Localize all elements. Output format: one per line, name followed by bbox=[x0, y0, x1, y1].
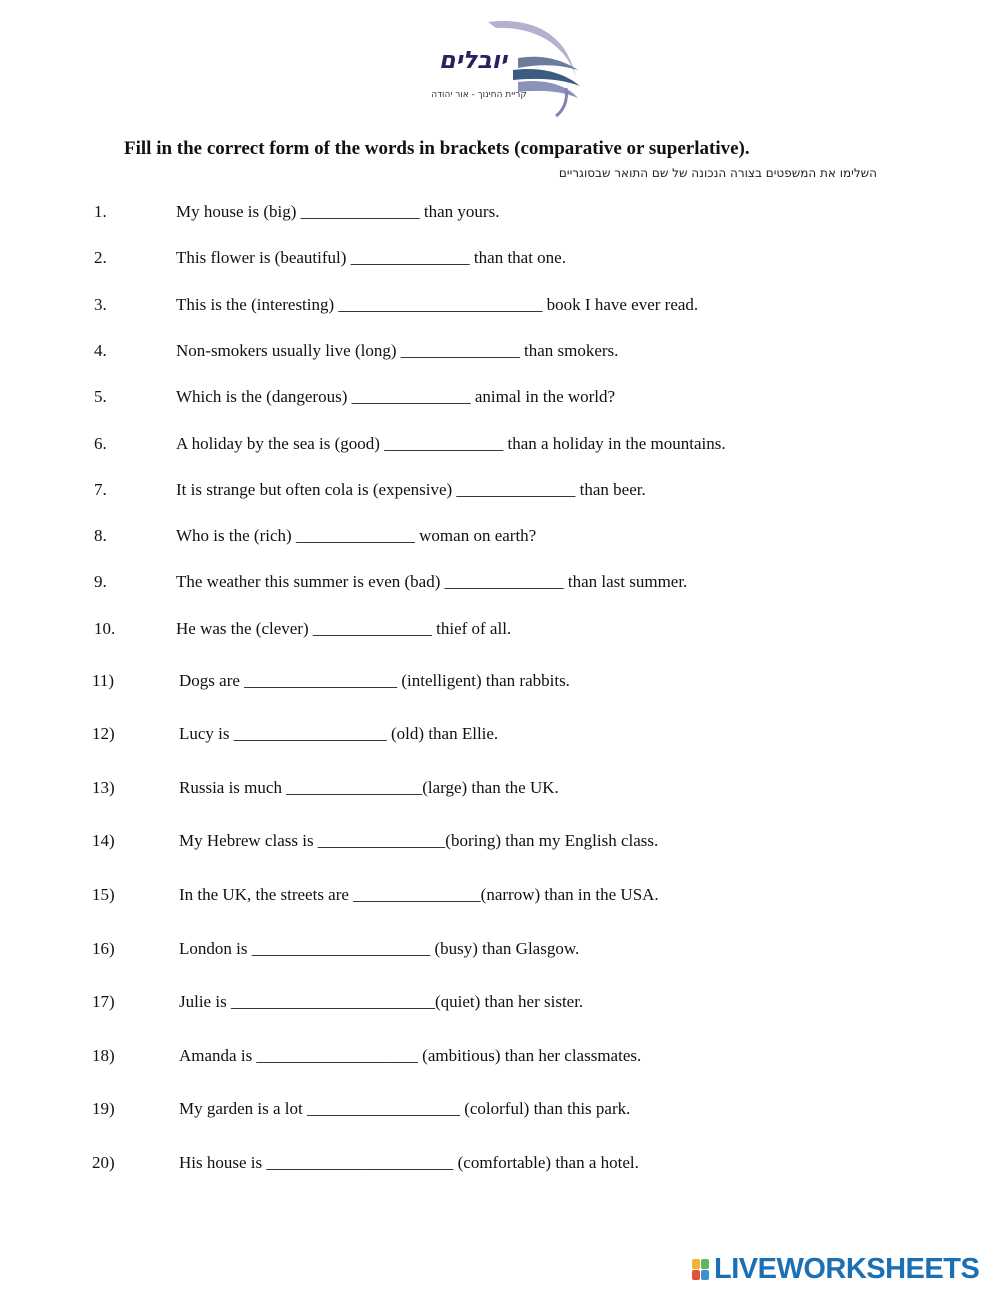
question-number: 7. bbox=[94, 480, 107, 499]
question-number: 1. bbox=[94, 202, 107, 221]
question-number: 15) bbox=[92, 885, 115, 904]
question-number: 17) bbox=[92, 992, 115, 1011]
question-text: Lucy is __________________ (old) than Ellie. bbox=[179, 724, 499, 743]
question-text: Non-smokers usually live (long) ______________ than smokers. bbox=[176, 341, 619, 360]
question-text: It is strange but often cola is (expensive) ______________ than beer. bbox=[176, 480, 646, 499]
question-number: 16) bbox=[92, 939, 115, 958]
question-text: In the UK, the streets are _______________(narrow) than in the USA. bbox=[179, 885, 659, 904]
question-text: This is the (interesting) ________________________ book I have ever read. bbox=[176, 295, 699, 314]
question-text: Which is the (dangerous) ______________ animal in the world? bbox=[176, 387, 616, 406]
question-number: 9. bbox=[94, 572, 107, 591]
liveworksheets-wordmark: LIVEWORKSHEETS bbox=[714, 1253, 980, 1285]
question-number: 10. bbox=[94, 619, 116, 638]
worksheet-title: Fill in the correct form of the words in brackets (comparative or superlative). bbox=[124, 138, 750, 159]
question-text: His house is ______________________ (comfortable) than a hotel. bbox=[179, 1153, 639, 1172]
logo-name: יובלים bbox=[438, 46, 508, 74]
worksheet-subtitle-hebrew: השלימו את המשפטים בצורה הנכונה של שם התואר שבסוגריים bbox=[558, 166, 877, 180]
question-text: My house is (big) ______________ than yours. bbox=[176, 202, 500, 221]
question-number: 3. bbox=[94, 295, 107, 314]
question-number: 2. bbox=[94, 248, 107, 267]
question-number: 13) bbox=[92, 778, 115, 797]
question-text: A holiday by the sea is (good) ______________ than a holiday in the mountains. bbox=[176, 434, 726, 453]
question-text: Russia is much ________________(large) than the UK. bbox=[179, 778, 559, 797]
question-number: 14) bbox=[92, 831, 115, 850]
logo-subtitle: קריית החינוך - אור יהודה bbox=[431, 90, 527, 100]
school-logo bbox=[418, 18, 583, 118]
question-number: 20) bbox=[92, 1153, 115, 1172]
question-text: The weather this summer is even (bad) ______________ than last summer. bbox=[176, 572, 688, 591]
question-text: My garden is a lot __________________ (colorful) than this park. bbox=[179, 1099, 631, 1118]
question-number: 8. bbox=[94, 526, 107, 545]
question-text: Amanda is ___________________ (ambitious) than her classmates. bbox=[179, 1046, 642, 1065]
question-text: London is _____________________ (busy) than Glasgow. bbox=[179, 939, 580, 958]
question-number: 11) bbox=[92, 671, 115, 690]
question-text: He was the (clever) ______________ thief of all. bbox=[176, 619, 512, 638]
question-text: Who is the (rich) ______________ woman on earth? bbox=[176, 526, 537, 545]
question-text: Julie is ________________________(quiet) than her sister. bbox=[179, 992, 584, 1011]
question-number: 18) bbox=[92, 1046, 115, 1065]
question-text: My Hebrew class is _______________(boring) than my English class. bbox=[179, 831, 659, 850]
question-number: 5. bbox=[94, 387, 107, 406]
liveworksheets-icon bbox=[692, 1259, 710, 1281]
question-text: This flower is (beautiful) ______________ than that one. bbox=[176, 248, 566, 267]
question-number: 6. bbox=[94, 434, 107, 453]
question-number: 19) bbox=[92, 1099, 115, 1118]
liveworksheets-logo[interactable] bbox=[692, 1253, 992, 1287]
question-number: 4. bbox=[94, 341, 107, 360]
question-text: Dogs are __________________ (intelligent) than rabbits. bbox=[179, 671, 570, 690]
question-number: 12) bbox=[92, 724, 115, 743]
